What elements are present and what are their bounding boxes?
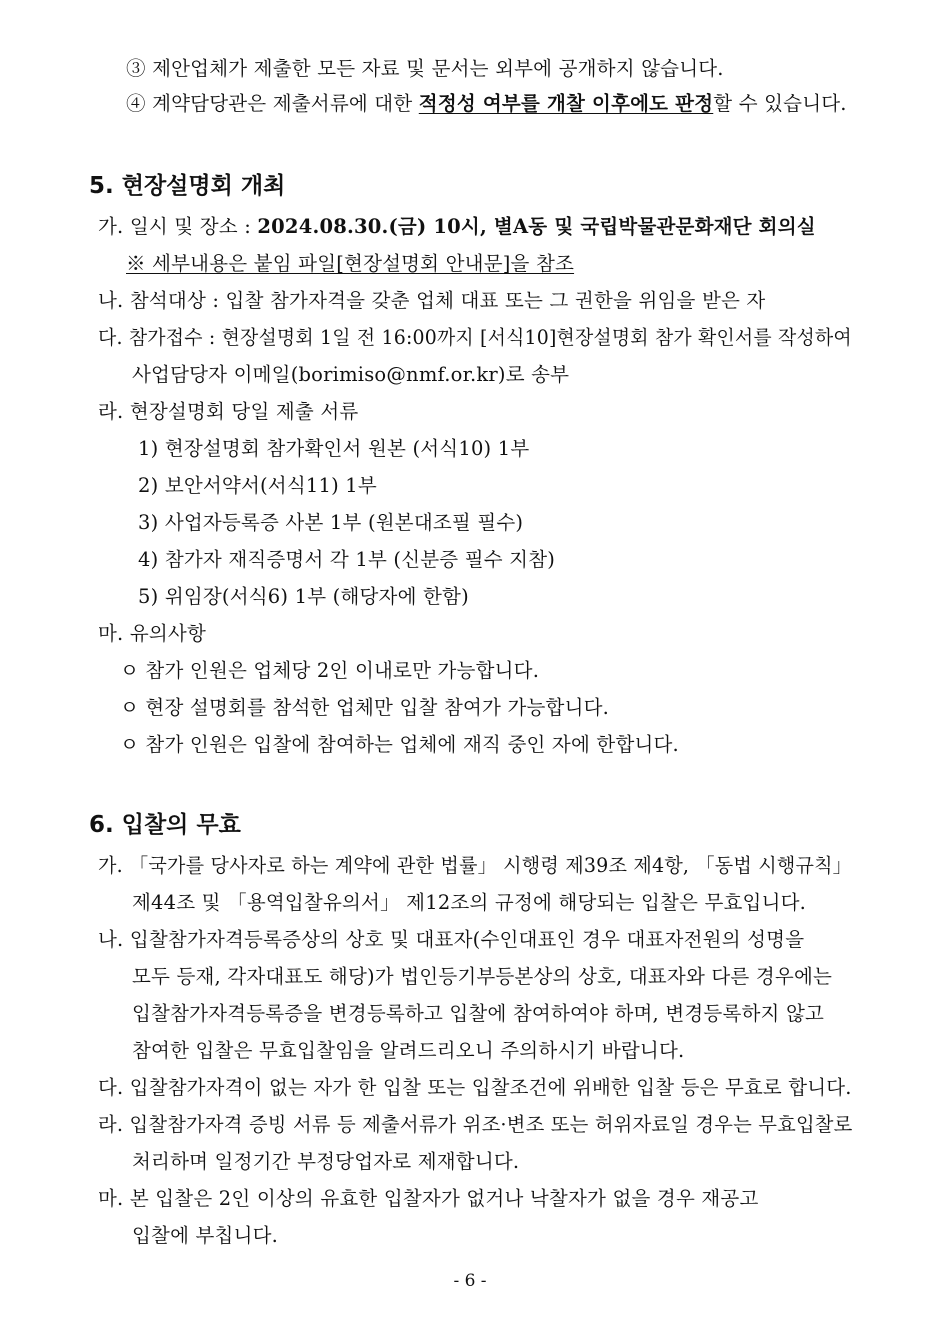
s5-da-line2: 사업담당자 이메일(borimiso@nmf.or.kr)로 송부	[132, 363, 570, 386]
item-4-review	[126, 91, 847, 117]
s6-da: 다. 입찰참가자격이 없는 자가 한 입찰 또는 입찰조건에 위배한 입찰 등은 무효로 합니다.	[98, 1076, 852, 1099]
s5-ga-note: ※ 세부내용은 붙임 파일[현장설명회 안내문]을 참조	[126, 252, 575, 275]
s6-ma-line: 입찰에 부칩니다.	[132, 1224, 279, 1247]
item-4-tail: 할 수 있습니다.	[713, 92, 847, 115]
s6-ga-line: 제44조 및 「용역입찰유의서」 제12조의 규정에 해당되는 입찰은 무효입니다.	[132, 891, 807, 914]
page-number: - 6 -	[453, 1271, 487, 1291]
section-6-title: 6. 입찰의 무효	[89, 812, 241, 838]
s6-ra-line: 처리하며 일정기간 부정당업자로 제재합니다.	[132, 1150, 520, 1173]
doc-item: 3) 사업자등록증 사본 1부 (원본대조필 필수)	[138, 511, 524, 534]
s5-ga-value: 2024.08.30.(금) 10시, 별A동 및 국립박물관문화재단 회의실	[257, 215, 816, 238]
item-3-confidentiality: ③ 제안업체가 제출한 모든 자료 및 문서는 외부에 공개하지 않습니다.	[126, 57, 724, 80]
doc-item: 5) 위임장(서식6) 1부 (해당자에 한함)	[138, 585, 469, 608]
note-item: ㅇ 참가 인원은 입찰에 참여하는 업체에 재직 중인 자에 한합니다.	[120, 733, 679, 756]
s6-ra-line: 라. 입찰참가자격 증빙 서류 등 제출서류가 위조·변조 또는 허위자료일 경우는 무효입찰로	[98, 1113, 853, 1136]
doc-item: 2) 보안서약서(서식11) 1부	[138, 474, 377, 497]
s5-da-line1: 다. 참가접수 : 현장설명회 1일 전 16:00까지 [서식10]현장설명회 참가 확인서를 작성하여	[98, 326, 852, 349]
s5-ga-label: 가. 일시 및 장소 :	[98, 215, 258, 238]
s6-ma-line: 마. 본 입찰은 2인 이상의 유효한 입찰자가 없거나 낙찰자가 없을 경우 재공고	[98, 1187, 759, 1210]
s5-ra: 라. 현장설명회 당일 제출 서류	[98, 400, 359, 423]
s6-na-line: 모두 등재, 각자대표도 해당)가 법인등기부등본상의 상호, 대표자와 다른 경우에는	[132, 965, 833, 988]
item-4-text: ④ 계약담당관은 제출서류에 대한	[126, 92, 419, 115]
doc-item: 4) 참가자 재직증명서 각 1부 (신분증 필수 지참)	[138, 548, 556, 571]
s5-ga	[98, 214, 816, 240]
note-item: ㅇ 참가 인원은 업체당 2인 이내로만 가능합니다.	[120, 659, 540, 682]
section-5-title: 5. 현장설명회 개최	[89, 173, 286, 199]
s6-na-line: 나. 입찰참가자격등록증상의 상호 및 대표자(수인대표인 경우 대표자전원의 성명을	[98, 928, 805, 951]
s6-na-line: 입찰참가자격등록증을 변경등록하고 입찰에 참여하여야 하며, 변경등록하지 않고	[132, 1002, 825, 1025]
s5-na: 나. 참석대상 : 입찰 참가자격을 갖춘 업체 대표 또는 그 권한을 위임을 받은 자	[98, 289, 766, 312]
s6-ga-line: 가. 「국가를 당사자로 하는 계약에 관한 법률」 시행령 제39조 제4항, 「동법 시행규칙」	[98, 854, 852, 877]
s5-ma: 마. 유의사항	[98, 622, 206, 645]
doc-item: 1) 현장설명회 참가확인서 원본 (서식10) 1부	[138, 437, 530, 460]
item-4-emphasis: 적정성 여부를 개찰 이후에도 판정	[418, 92, 714, 115]
s6-na-line: 참여한 입찰은 무효입찰임을 알려드리오니 주의하시기 바랍니다.	[132, 1039, 685, 1062]
note-item: ㅇ 현장 설명회를 참석한 업체만 입찰 참여가 가능합니다.	[120, 696, 610, 719]
